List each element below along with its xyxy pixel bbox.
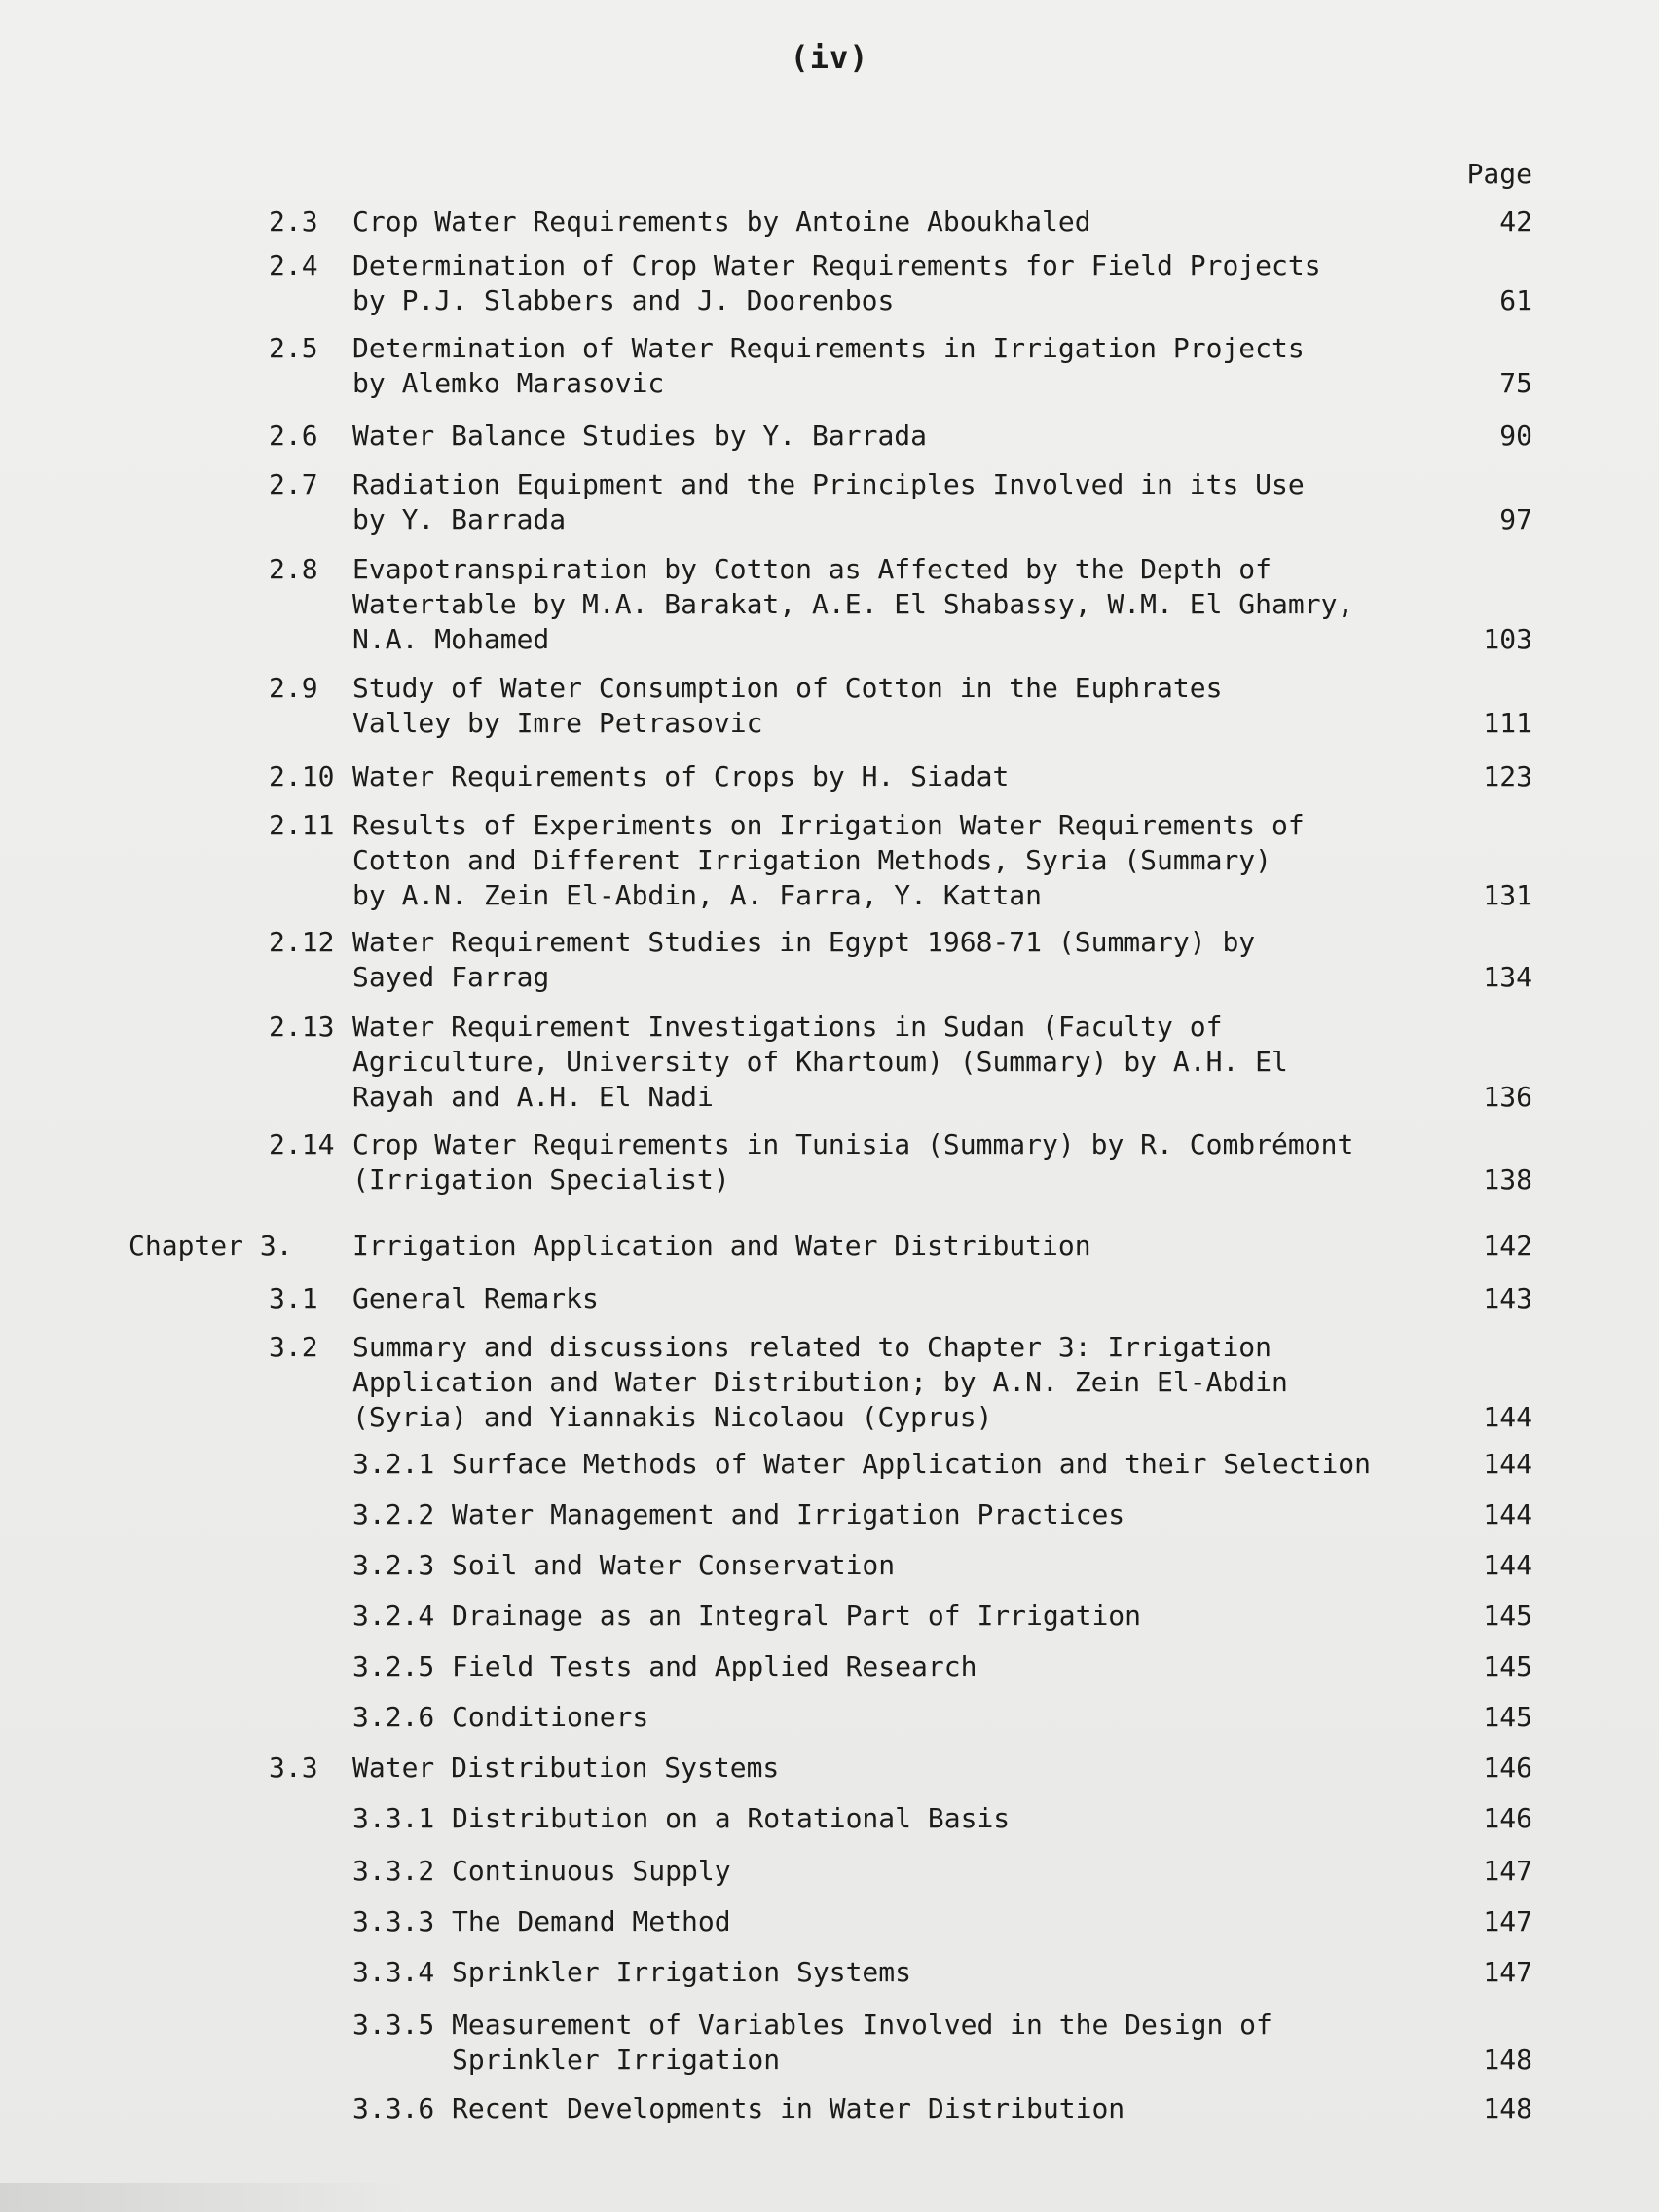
toc-entry-page: 131 [1483,879,1532,911]
toc-entry-page: 142 [1483,1230,1532,1262]
toc-entry-number: 3.2.5 [352,1650,435,1682]
toc-entry-number: 3.2.4 [352,1600,435,1632]
toc-entry-title: Study of Water Consumption of Cotton in the Euphrates Valley by Imre Petrasovic [352,672,1223,739]
toc-entry-number: 3.3.2 [352,1855,435,1887]
toc-entry-page: 147 [1483,1855,1532,1887]
toc-entry-number: 2.3 [269,205,318,238]
toc-entry-page: 97 [1499,503,1532,535]
toc-entry-number: 3.2.6 [352,1701,435,1733]
toc-entry-page: 134 [1483,961,1532,993]
toc-entry-number: 2.12 [269,926,335,958]
toc-entry-title: Measurement of Variables Involved in the Design of Sprinkler Irrigation [452,2009,1272,2076]
toc-entry-title: Evapotranspiration by Cotton as Affected by the Depth of Watertable by M.A. Barakat, A.E. El Shabassy, W.M. El Ghamry, N.A. Mohamed [352,553,1354,655]
toc-entry-number: Chapter 3. [129,1230,293,1262]
toc-entry-page: 103 [1483,623,1532,655]
toc-entry-title: The Demand Method [452,1905,731,1937]
toc-entry-number: 3.1 [269,1282,318,1314]
toc-entry-number: 3.2.1 [352,1448,435,1480]
toc-entry-number: 3.2.2 [352,1498,435,1530]
toc-entry-page: 145 [1483,1600,1532,1632]
toc-entry-number: 3.3.5 [352,2009,435,2041]
toc-entry-number: 3.2 [269,1331,318,1363]
toc-entry-title: Water Requirement Studies in Egypt 1968-71 (Summary) by Sayed Farrag [352,926,1256,993]
toc-entry-title: Continuous Supply [452,1855,731,1887]
toc-entry-page: 146 [1483,1802,1532,1834]
toc-entry-number: 2.6 [269,420,318,452]
toc-entry-title: General Remarks [352,1282,599,1314]
toc-entry-title: Conditioners [452,1701,649,1733]
toc-entry-number: 2.7 [269,468,318,500]
toc-entry-page: 61 [1499,284,1532,316]
toc-entry-page: 144 [1483,1401,1532,1433]
toc-entry-number: 3.3.6 [352,2092,435,2124]
toc-entry-page: 144 [1483,1498,1532,1530]
toc-entry-number: 2.13 [269,1011,335,1043]
toc-entry-title: Distribution on a Rotational Basis [452,1802,1011,1834]
toc-entry-page: 111 [1483,707,1532,739]
toc-entry-number: 2.5 [269,332,318,364]
toc-entry-page: 146 [1483,1751,1532,1784]
toc-entry-number: 2.8 [269,553,318,585]
toc-entry-title: Soil and Water Conservation [452,1549,896,1581]
toc-entry-title: Sprinkler Irrigation Systems [452,1956,912,1988]
toc-entry-number: 3.3.3 [352,1905,435,1937]
watermark-strip [0,2183,409,2212]
toc-entry-number: 3.3 [269,1751,318,1784]
toc-entry-title: Summary and discussions related to Chapter 3: Irrigation Application and Water Distribution; by A.N. Zein El-Abdin (Syria) and Yiannakis Nicolaou (Cyprus) [352,1331,1288,1433]
toc-entry-title: Radiation Equipment and the Principles Involved in its Use by Y. Barrada [352,468,1305,535]
toc-entry-title: Water Requirement Investigations in Sudan (Faculty of Agriculture, University of Khartoum) (Summary) by A.H. El Rayah and A.H. El Nadi [352,1011,1288,1113]
toc-entry-page: 138 [1483,1163,1532,1196]
toc-entry-number: 3.2.3 [352,1549,435,1581]
toc-entry-number: 2.10 [269,760,335,793]
toc-entry-title: Water Distribution Systems [352,1751,780,1784]
toc-entry-title: Crop Water Requirements in Tunisia (Summary) by R. Combrémont (Irrigation Specialist) [352,1128,1354,1196]
toc-entry-page: 148 [1483,2092,1532,2124]
toc-entry-page: 90 [1499,420,1532,452]
toc-entry-title: Determination of Water Requirements in Irrigation Projects by Alemko Marasovic [352,332,1305,399]
page-column-label: Page [1466,158,1532,190]
toc-entry-title: Recent Developments in Water Distribution [452,2092,1125,2124]
toc-entry-title: Results of Experiments on Irrigation Water Requirements of Cotton and Different Irrigation Methods, Syria (Summary) by A.N. Zein El-Abdin, A. Farra, Y. Kattan [352,809,1305,911]
toc-entry-title: Water Balance Studies by Y. Barrada [352,420,928,452]
toc-entry-title: Surface Methods of Water Application and their Selection [452,1448,1372,1480]
toc-entry-number: 2.9 [269,672,318,704]
toc-entry-page: 123 [1483,760,1532,793]
page-number: (iv) [790,39,869,76]
toc-entry-page: 145 [1483,1701,1532,1733]
toc-entry-title: Water Requirements of Crops by H. Siadat [352,760,1010,793]
toc-entry-page: 42 [1499,205,1532,238]
toc-entry-title: Determination of Crop Water Requirements for Field Projects by P.J. Slabbers and J. Doorenbos [352,249,1321,316]
toc-entry-number: 2.11 [269,809,335,841]
toc-entry-page: 148 [1483,2044,1532,2076]
toc-entry-page: 75 [1499,367,1532,399]
toc-entry-title: Irrigation Application and Water Distribution [352,1230,1091,1262]
toc-entry-page: 136 [1483,1081,1532,1113]
toc-entry-number: 2.4 [269,249,318,281]
toc-entry-title: Field Tests and Applied Research [452,1650,977,1682]
toc-entry-number: 3.3.4 [352,1956,435,1988]
toc-entry-page: 145 [1483,1650,1532,1682]
toc-entry-page: 147 [1483,1905,1532,1937]
toc-entry-title: Water Management and Irrigation Practices [452,1498,1125,1530]
toc-entry-title: Drainage as an Integral Part of Irrigation [452,1600,1142,1632]
toc-entry-page: 144 [1483,1549,1532,1581]
toc-entry-page: 147 [1483,1956,1532,1988]
toc-entry-number: 2.14 [269,1128,335,1161]
toc-entry-page: 143 [1483,1282,1532,1314]
toc-entry-page: 144 [1483,1448,1532,1480]
toc-entry-title: Crop Water Requirements by Antoine Aboukhaled [352,205,1091,238]
toc-entry-number: 3.3.1 [352,1802,435,1834]
